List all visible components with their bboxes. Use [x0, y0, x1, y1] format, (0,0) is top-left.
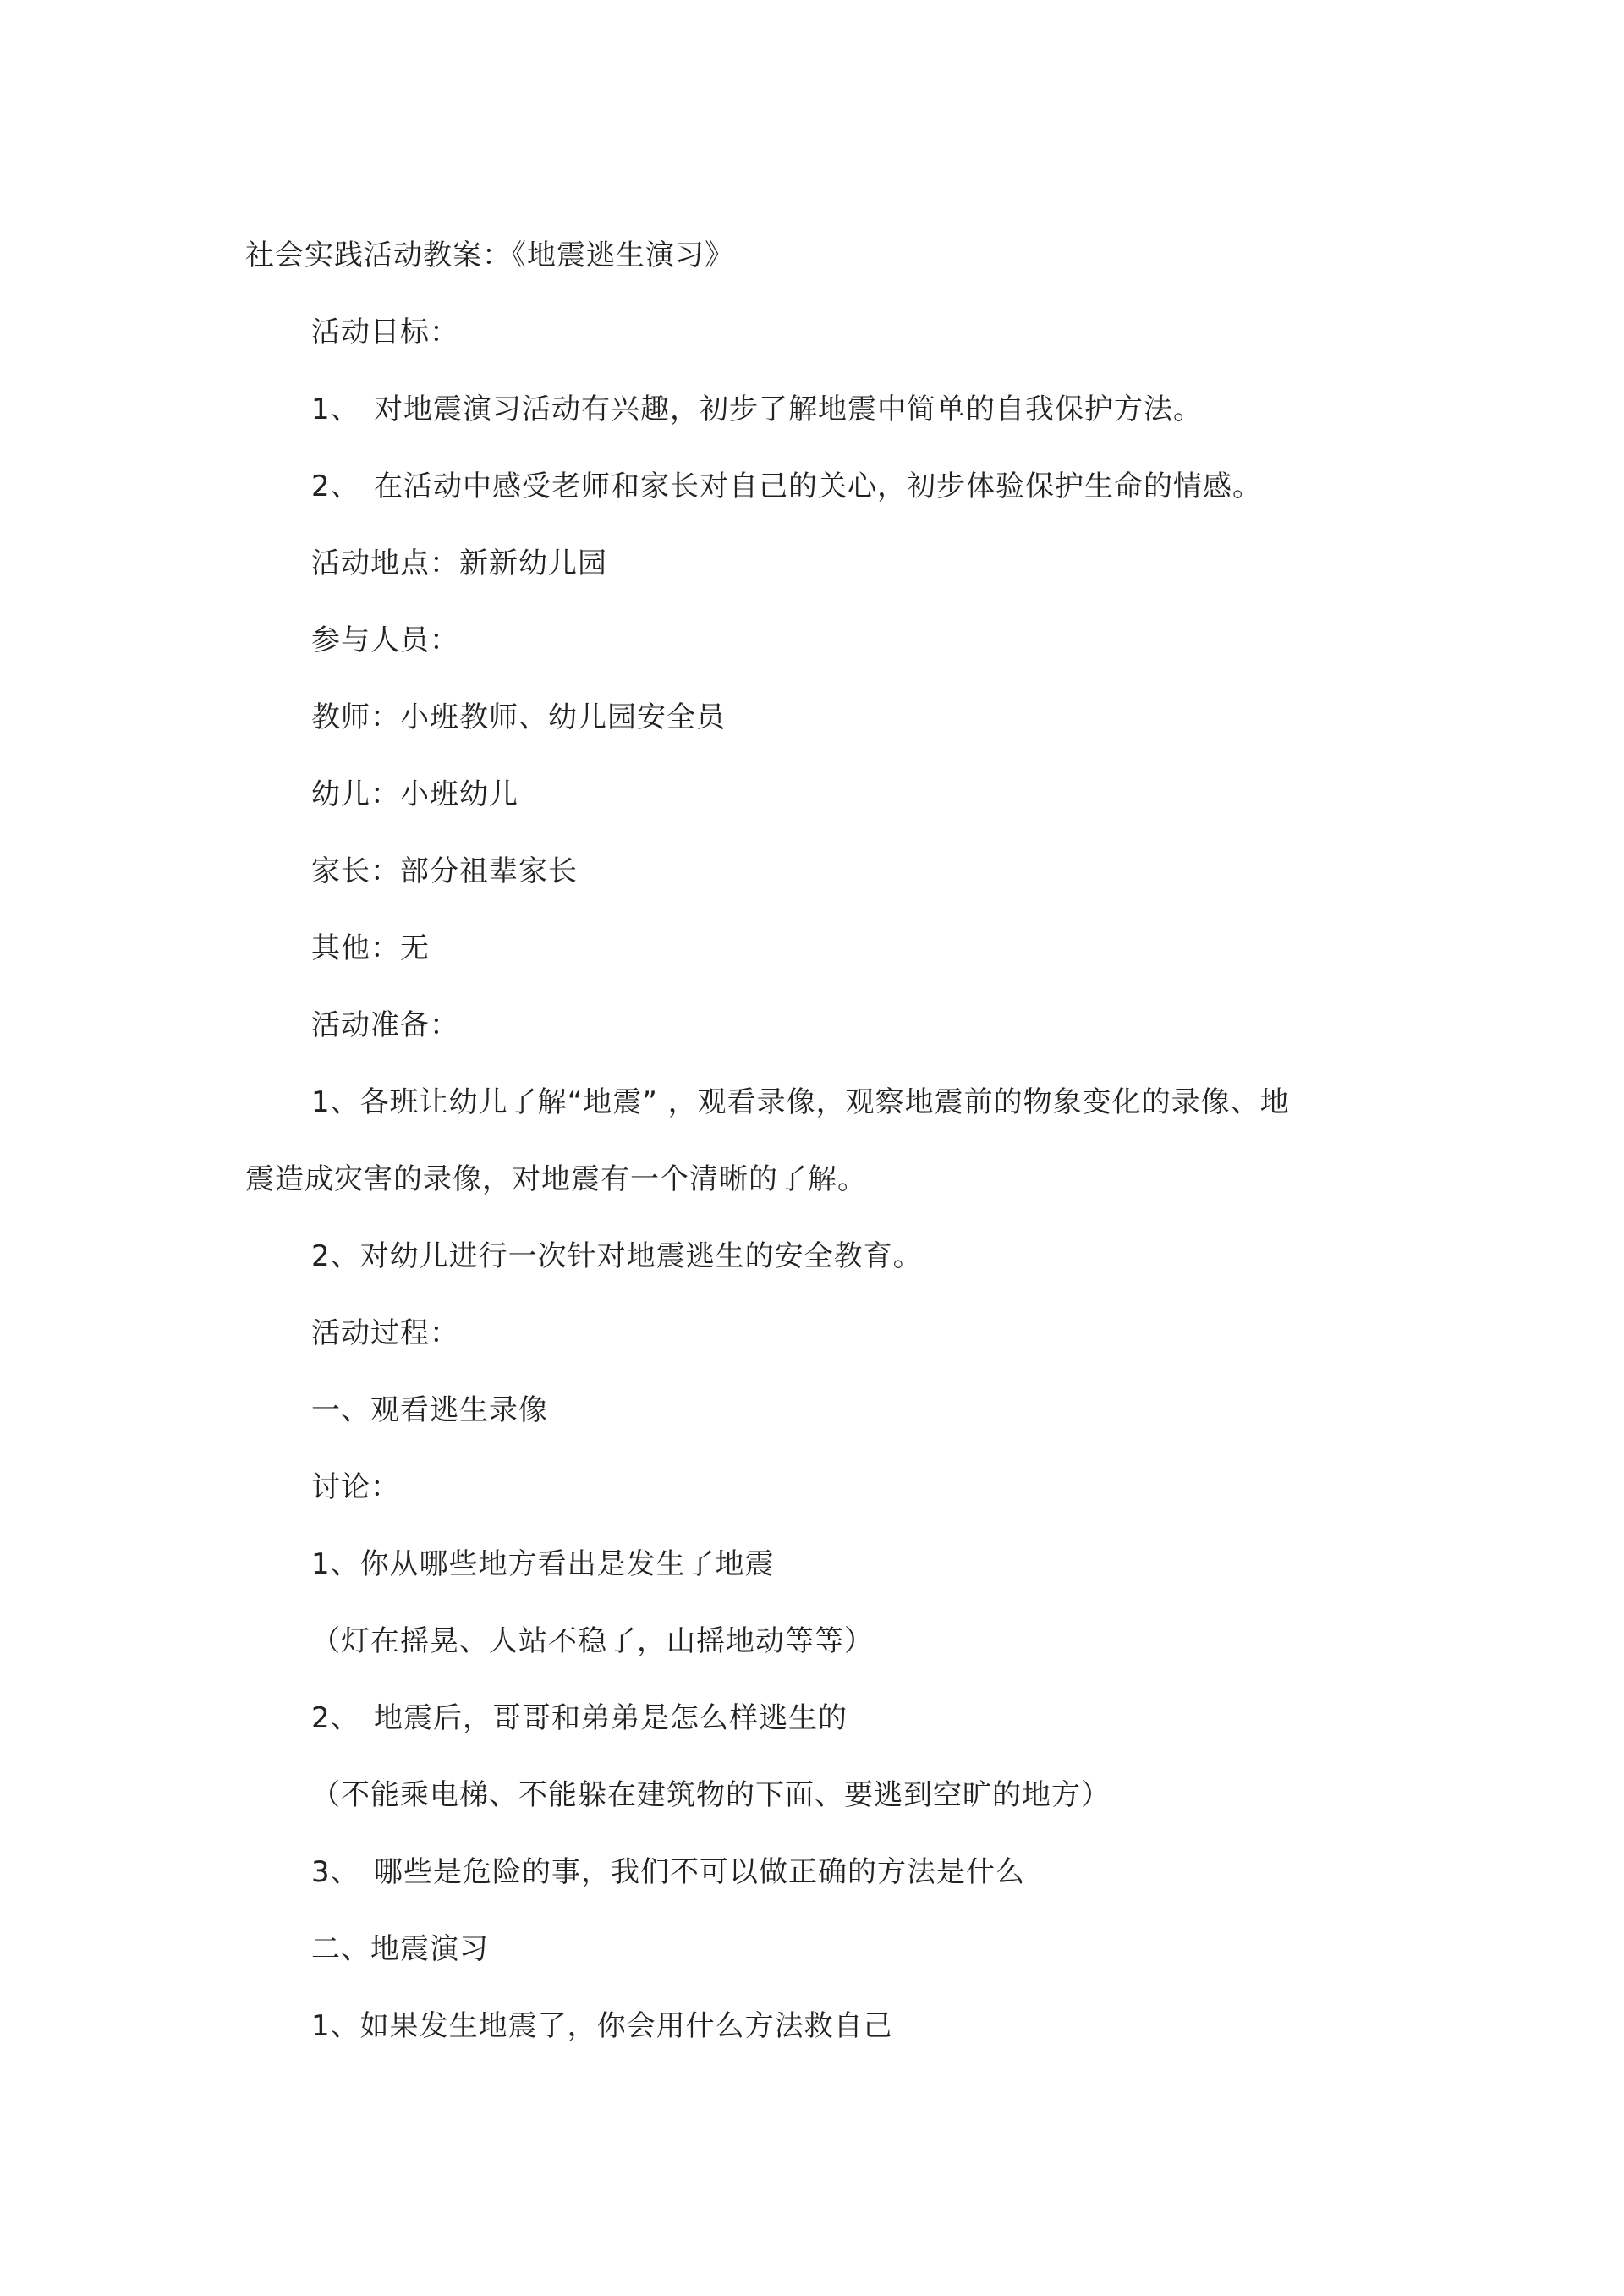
prep-heading: 活动准备： — [311, 1008, 459, 1042]
discussion-answer-2 — [311, 1778, 1111, 1812]
goal-number: 1、 — [311, 393, 360, 426]
discussion-question-1 — [311, 1547, 775, 1581]
document-title: 社会实践活动教案：《地震逃生演习》 — [245, 239, 734, 272]
goal-item — [311, 470, 1262, 503]
discussion-answer-1 — [311, 1624, 874, 1658]
participant-parents: 家长：部分祖辈家长 — [311, 854, 578, 888]
goal-number: 2、 — [311, 470, 360, 503]
step2-item-1: 1、如果发生地震了，你会用什么方法救自己 — [311, 2009, 893, 2043]
discussion-text: 1、你从哪些地方看出是发生了地震 — [311, 1547, 775, 1581]
goal-text: 在活动中感受老师和家长对自己的关心，初步体验保护生命的情感。 — [374, 470, 1262, 503]
participant-others: 其他：无 — [311, 931, 430, 965]
participant-teachers: 教师：小班教师、幼儿园安全员 — [311, 700, 726, 734]
discussion-heading: 讨论： — [311, 1470, 400, 1504]
process-heading: 活动过程： — [311, 1316, 459, 1350]
prep-item-2: 2、对幼儿进行一次针对地震逃生的安全教育。 — [311, 1239, 923, 1273]
goal-item — [311, 393, 1203, 426]
prep-item-1: 1、各班让幼儿了解“地震” ，观看录像，观察地震前的物象变化的录像、地 — [311, 1085, 1290, 1119]
discussion-question-3 — [311, 1855, 1025, 1889]
step2-heading: 二、地震演习 — [311, 1932, 489, 1966]
discussion-text: （灯在摇晃、人站不稳了，山摇地动等等） — [311, 1624, 874, 1658]
participant-children: 幼儿：小班幼儿 — [311, 777, 518, 811]
step1-heading: 一、观看逃生录像 — [311, 1393, 548, 1427]
discussion-number: 3、 — [311, 1855, 360, 1889]
discussion-question-2 — [311, 1701, 848, 1735]
prep-item-1-continued: 震造成灾害的录像，对地震有一个清晰的了解。 — [245, 1162, 867, 1196]
discussion-number: 2、 — [311, 1701, 360, 1735]
participants-heading: 参与人员： — [311, 623, 459, 657]
discussion-text: 地震后，哥哥和弟弟是怎么样逃生的 — [374, 1701, 848, 1735]
goal-text: 对地震演习活动有兴趣，初步了解地震中简单的自我保护方法。 — [374, 393, 1203, 426]
discussion-text: 哪些是危险的事，我们不可以做正确的方法是什么 — [374, 1855, 1025, 1889]
goals-heading: 活动目标： — [311, 316, 459, 349]
location-line: 活动地点：新新幼儿园 — [311, 547, 607, 580]
discussion-text: （不能乘电梯、不能躲在建筑物的下面、要逃到空旷的地方） — [311, 1778, 1111, 1812]
